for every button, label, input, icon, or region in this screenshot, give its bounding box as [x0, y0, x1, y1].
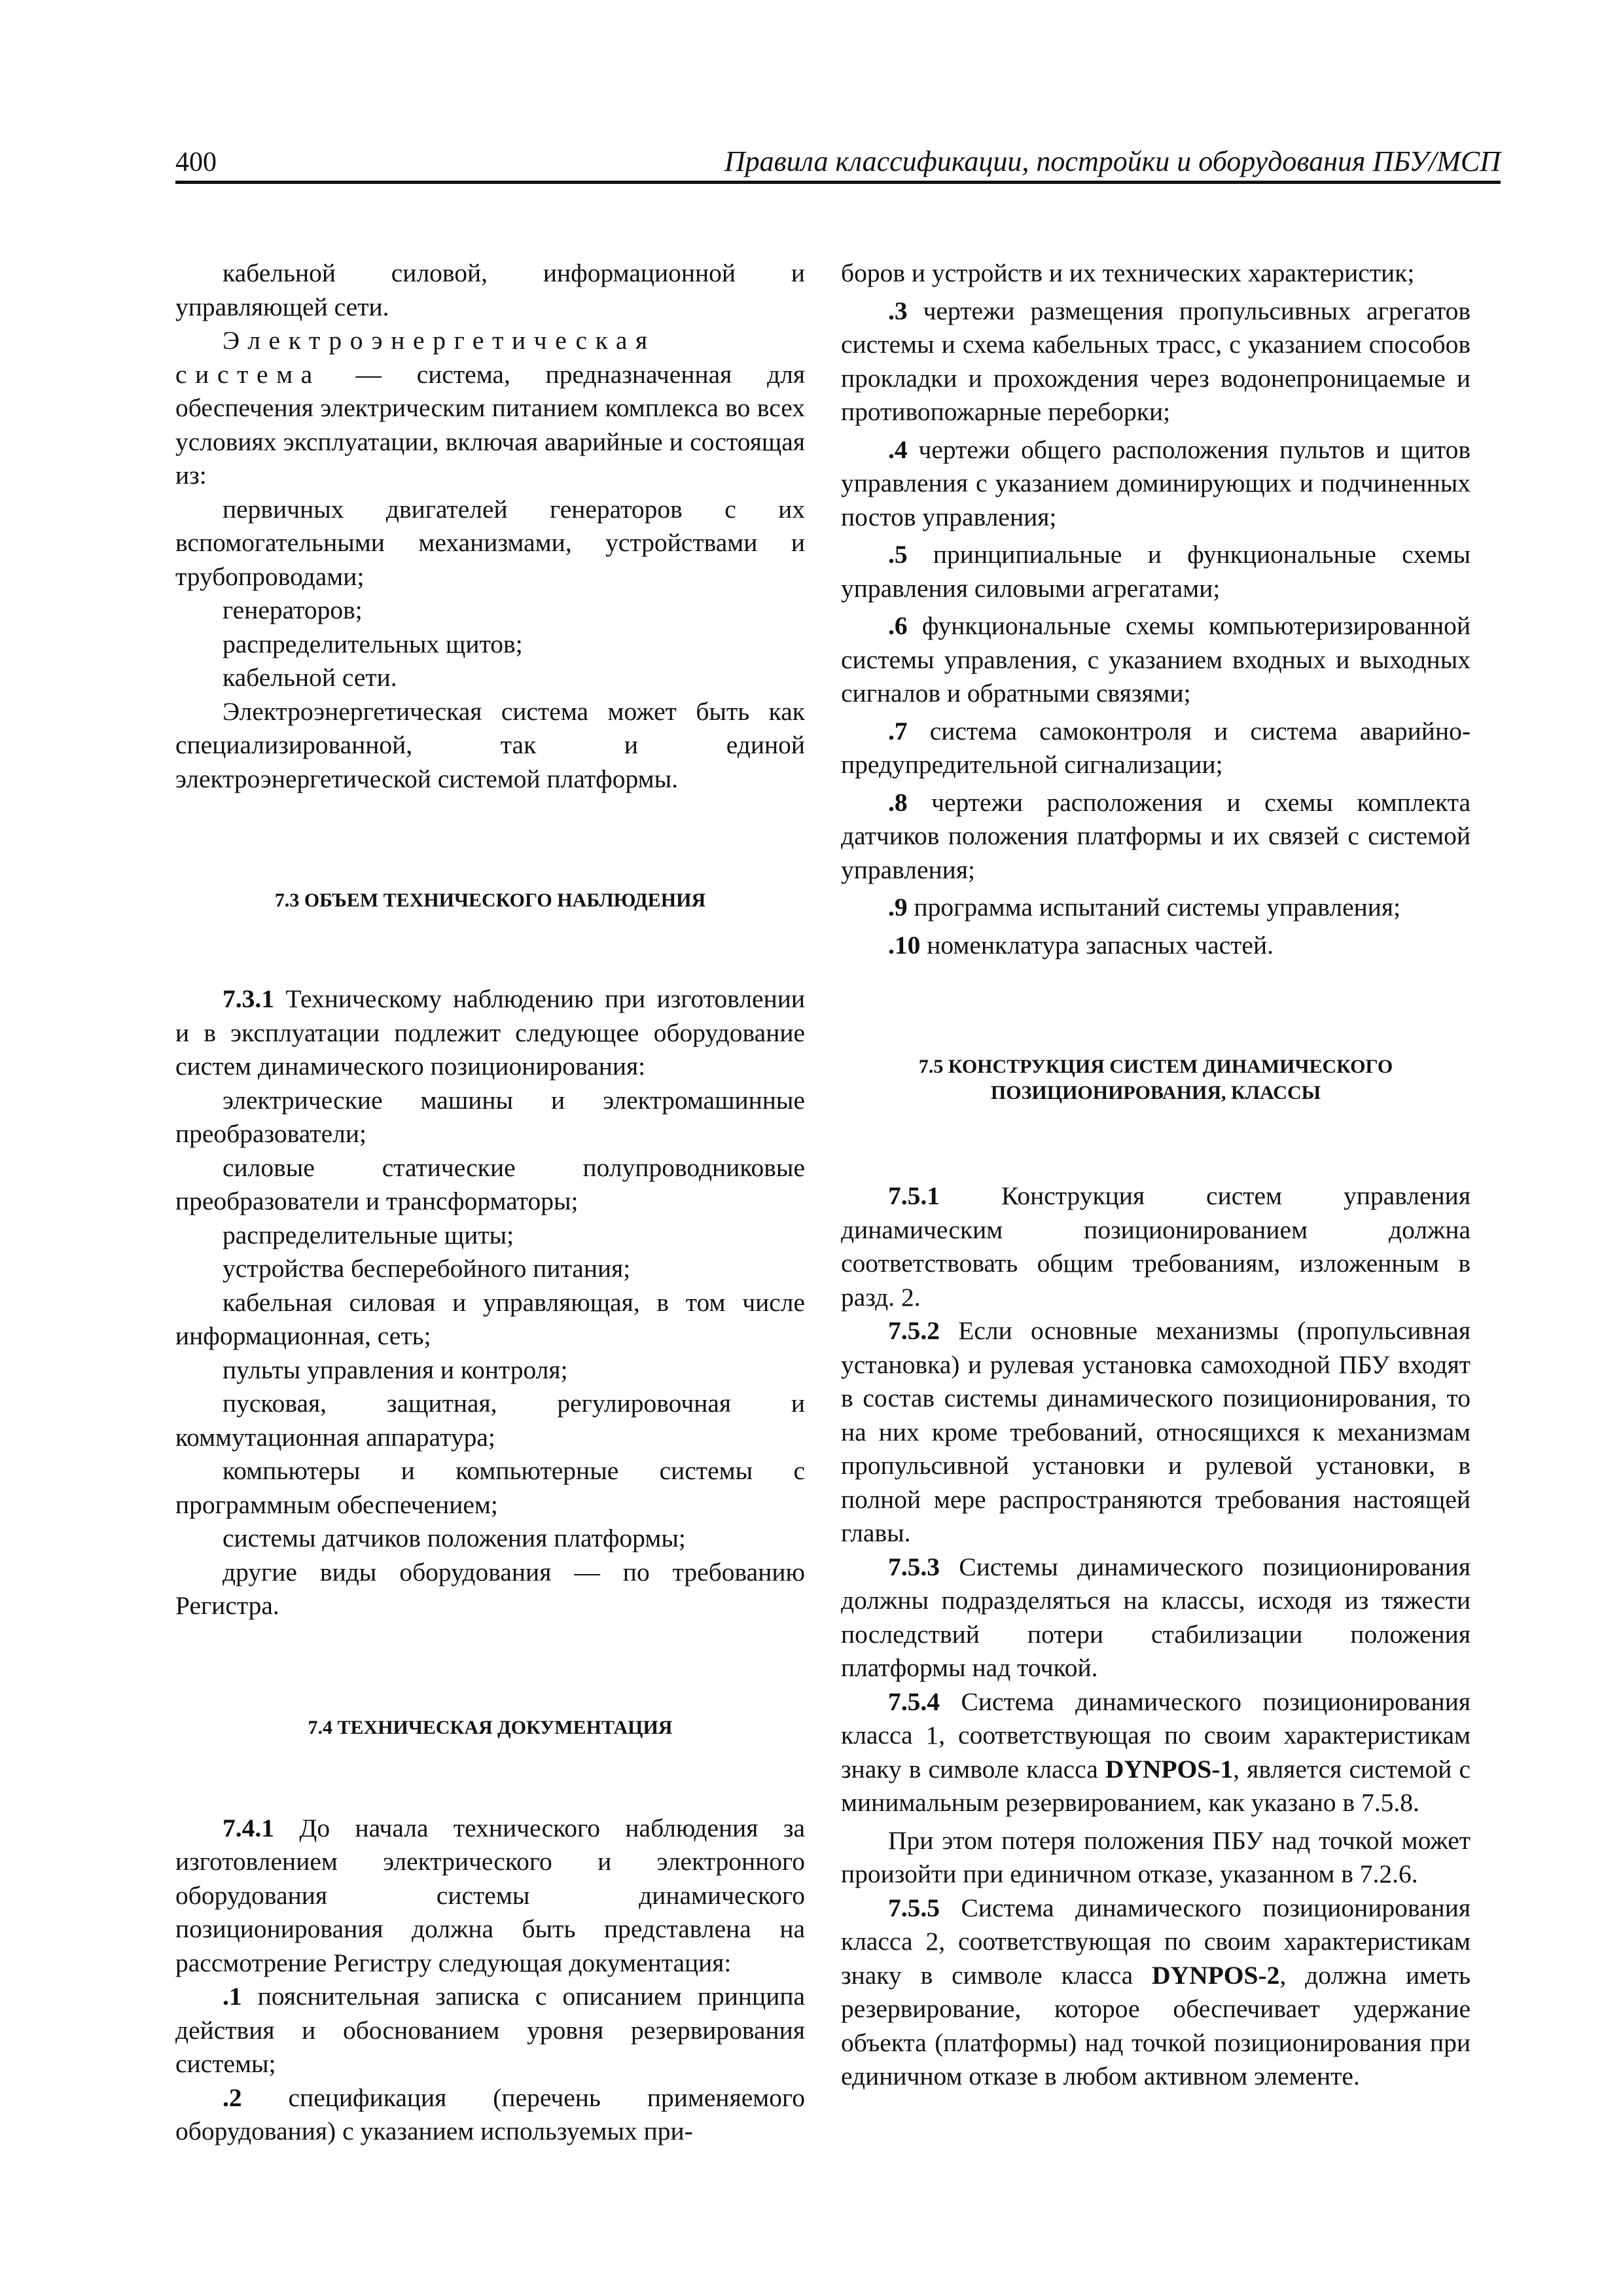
clause-text: Система динамического позиционирования класса 2, соответствующая по своим характеристикам знаку в символе класса	[841, 1893, 1471, 1990]
clause-text: Конструкция систем управления динамическим позиционированием должна соответствовать общим требованиям, изложенным в разд. 2.	[841, 1181, 1471, 1312]
clause-number: 7.5.1	[888, 1181, 940, 1210]
clause-text: Система динамического позиционирования класса 1, соответствующая по своим характеристикам знаку в символе класса	[841, 1687, 1471, 1784]
page-number: 400	[175, 147, 217, 177]
heading-line: ПОЗИЦИОНИРОВАНИЯ, КЛАССЫ	[990, 1082, 1321, 1103]
class-symbol: DYNPOS-1	[1105, 1754, 1234, 1784]
item-text: номенклатура запасных частей.	[920, 930, 1274, 960]
list-item: компьютеры и компьютерные системы с программным обеспечением;	[175, 1456, 805, 1519]
document-item-7	[841, 715, 1471, 782]
item-number: .2	[223, 2083, 242, 2112]
clause-number: 7.5.4	[888, 1687, 940, 1716]
clause-text: Системы динамического позиционирования должны подразделяться на классы, исходя из тяжести последствий потери стабилизации положения платформы над точкой.	[841, 1552, 1471, 1682]
clause-text: Техническому наблюдению при изготовлении и в эксплуатации подлежит следующее оборудование систем динамического позиционирования:	[175, 984, 805, 1081]
document-item-3	[841, 295, 1471, 429]
item-text: система самоконтроля и система аварийно-предупредительной сигнализации;	[841, 716, 1471, 779]
document-item-10	[841, 929, 1471, 963]
item-text: программа испытаний системы управления;	[907, 893, 1401, 922]
section-heading-7-5	[841, 1054, 1471, 1106]
continued-paragraph: боров и устройств и их технических характеристик;	[841, 259, 1415, 287]
item-text: чертежи расположения и схемы комплекта датчиков положения платформы и их связей с системой управления;	[841, 787, 1471, 884]
item-number: .3	[888, 296, 908, 325]
clause-text: , должна иметь резервирование, которое обеспечивает удержание объекта (платформы) над точкой позиционирования при единичном отказе в любом активном элементе.	[841, 1960, 1471, 2090]
document-item-1	[175, 1980, 805, 2081]
paragraph: генераторов;	[223, 596, 363, 624]
clause-7-5-4	[841, 1685, 1471, 1820]
page-header	[175, 139, 1501, 184]
clause-7-5-5	[841, 1892, 1471, 2094]
list-item: устройства бесперебойного питания;	[223, 1254, 631, 1283]
section-heading-7-4: 7.4 ТЕХНИЧЕСКАЯ ДОКУМЕНТАЦИЯ	[308, 1716, 673, 1738]
defined-term: Электроэнергетическая система	[175, 326, 656, 389]
clause-text: Если основные механизмы (пропульсивная установка) и рулевая установка самоходной ПБУ входят в состав системы динамического позиционирования, то на них кроме требований, относящихся к механизмам пропульсивной установки и рулевой установки, в полной мере распространяются требования настоящей главы.	[841, 1316, 1471, 1547]
list-item: другие виды оборудования — по требованию Регистра.	[175, 1557, 805, 1620]
paragraph: кабельной сети.	[223, 663, 397, 692]
clause-7-4-1	[175, 1812, 805, 1981]
item-number: .1	[223, 1982, 242, 2011]
clause-7-5-3	[841, 1551, 1471, 1685]
list-item: пульты управления и контроля;	[223, 1355, 568, 1384]
heading-line: 7.5 КОНСТРУКЦИЯ СИСТЕМ ДИНАМИЧЕСКОГО	[918, 1056, 1393, 1077]
paragraph: первичных двигателей генераторов с их вспомогательными механизмами, устройствами и трубопроводами;	[175, 494, 805, 591]
clause-text: До начала технического наблюдения за изготовлением электрического и электронного оборудования системы динамического позиционирования должна быть представлена на рассмотрение Регистру следующая документация:	[175, 1813, 805, 1977]
document-item-4	[841, 433, 1471, 535]
left-column	[175, 257, 805, 2149]
clause-number: 7.5.3	[888, 1552, 940, 1581]
paragraph: кабельной силовой, информационной и управляющей сети.	[175, 259, 805, 321]
paragraph: распределительных щитов;	[223, 629, 523, 658]
clause-7-5-2	[841, 1314, 1471, 1551]
right-column	[841, 257, 1471, 2094]
list-item: силовые статические полупроводниковые преобразователи и трансформаторы;	[175, 1153, 805, 1215]
definition-text: — система, предназначенная для обеспечения электрическим питанием комплекса во всех условиях эксплуатации, включая аварийные и состоящая из:	[175, 359, 805, 490]
item-number: .5	[888, 540, 908, 569]
document-item-6	[841, 609, 1471, 711]
clause-7-3-1	[175, 982, 805, 1084]
list-item: системы датчиков положения платформы;	[223, 1524, 686, 1552]
definition-paragraph	[175, 324, 805, 493]
item-number: .8	[888, 787, 908, 817]
list-item: пусковая, защитная, регулировочная и коммутационная аппаратура;	[175, 1389, 805, 1452]
item-text: спецификация (перечень применяемого оборудования) с указанием используемых при-	[175, 2083, 805, 2145]
item-text: пояснительная записка с описанием принципа действия и обоснованием уровня резервирования системы;	[175, 1982, 805, 2078]
document-item-9	[841, 891, 1471, 925]
clause-text: , является системой с минимальным резервированием, как указано в 7.5.8.	[841, 1754, 1471, 1817]
document-item-5	[841, 538, 1471, 605]
clause-number: 7.5.2	[888, 1316, 940, 1345]
item-text: чертежи общего расположения пультов и щитов управления с указанием доминирующих и подчиненных постов управления;	[841, 435, 1471, 531]
clause-number: 7.5.5	[888, 1893, 940, 1922]
item-number: .9	[888, 893, 908, 922]
running-title: Правила классификации, постройки и оборудования ПБУ/МСП	[724, 145, 1501, 177]
list-item: электрические машины и электромашинные преобразователи;	[175, 1085, 805, 1148]
document-item-8	[841, 786, 1471, 888]
clause-number: 7.3.1	[223, 984, 274, 1013]
clause-number: 7.4.1	[223, 1813, 274, 1842]
class-symbol: DYNPOS-2	[1152, 1960, 1280, 1990]
clause-7-5-1	[841, 1179, 1471, 1314]
list-item: кабельная силовая и управляющая, в том числе информационная, сеть;	[175, 1287, 805, 1350]
item-text: принципиальные и функциональные схемы управления силовыми агрегатами;	[841, 540, 1471, 603]
section-heading-7-3: 7.3 ОБЪЕМ ТЕХНИЧЕСКОГО НАБЛЮДЕНИЯ	[274, 889, 706, 911]
item-text: функциональные схемы компьютеризированной системы управления, с указанием входных и выходных сигналов и обратными связями;	[841, 611, 1471, 708]
list-item: распределительные щиты;	[223, 1220, 514, 1249]
item-text: чертежи размещения пропульсивных агрегатов системы и схема кабельных трасс, с указанием способов прокладки и прохождения через водонепроницаемые и противопожарные переборки;	[841, 296, 1471, 426]
paragraph: При этом потеря положения ПБУ над точкой может произойти при единичном отказе, указанном в 7.2.6.	[841, 1825, 1471, 1888]
item-number: .7	[888, 716, 908, 745]
item-number: .6	[888, 611, 908, 640]
item-number: .10	[888, 930, 921, 960]
paragraph: Электроэнергетическая система может быть как специализированной, так и единой электроэнергетической системой платформы.	[175, 696, 805, 793]
document-item-2	[175, 2081, 805, 2149]
item-number: .4	[888, 435, 908, 464]
